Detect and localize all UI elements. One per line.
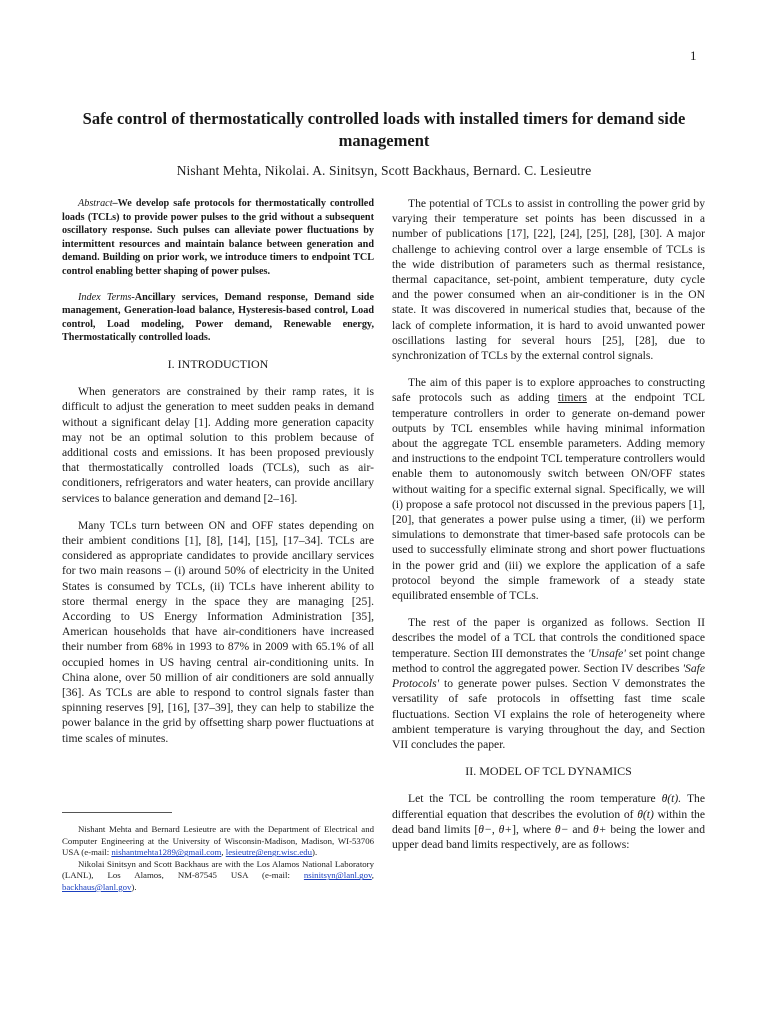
- page-number: 1: [690, 48, 697, 63]
- abstract-text: –We develop safe protocols for thermostatically controlled loads (TCLs) to provide power pulses to the grid without a subsequent oscillatory response. Such pulses can alleviate power fluctuations by intermittent resources and maintain balance between generation and demand. Building on prior work, we introduce timers to endpoint TCL control enabling better shaping of power pulses.: [62, 198, 374, 277]
- intro-paragraph-1: When generators are constrained by their ramp rates, it is difficult to adjust the generation to meet sudden peaks in demand without a significant delay [1]. Adding more generation capacity may not be an optimal solution to this problem because of additional costs and emissions. It has been proposed previously that thermostatically controlled loads (TCLs), such as air-conditioners, refrigerators and water heaters, can provide ancillary services to balance generation and demand [2–16].: [62, 385, 374, 505]
- safe-protocols-term: 'Safe Protocols': [392, 661, 705, 691]
- p4-part-c: within the dead band limits [: [392, 807, 706, 836]
- theta-t-symbol: θ(t).: [661, 792, 682, 806]
- footnote-1-text: Nishant Mehta and Bernard Lesieutre are with the Department of Electrical and Computer Engineering at the University of Wisconsin-Madison, Madison, WI-53706 USA (e-mail:: [62, 824, 374, 858]
- p3-part-c: to generate power pulses. Section V demonstrates the versatility of safe protocols in offsetting fast time scale fluctuations. Section VI explains the role of heterogeneity where ambient temperature is varying throughout the day, and Section VII concludes the paper.: [392, 677, 705, 751]
- p4-part-d: ], where: [512, 822, 555, 836]
- p3-part-a: The rest of the paper is organized as follows. Section II describes the model of a TCL that controls the conditioned space temperature. Section III demonstrates the: [392, 616, 705, 660]
- footnote-divider: [62, 812, 172, 813]
- right-column: [392, 196, 705, 864]
- theta-t-symbol-2: θ(t): [637, 807, 654, 821]
- theta-minus-symbol: θ−: [554, 822, 569, 836]
- unsafe-term: 'Unsafe': [588, 646, 626, 660]
- right-paragraph-1: The potential of TCLs to assist in controlling the power grid by varying their temperature set points has been discussed in a number of publications [17], [22], [24], [25], [28], [30]. A major challenge to achieving control over a large ensemble of TCLs is the wide distribution of parameters such as thermal resistance, thermal capacitance, set-point, ambient temperature, duty cycle and the power consumed when an air-conditioner is in the ON state. It was discovered in numerical studies that, because of the lack of complete information, it is hard to avoid unwanted power oscillations lasting for several hours [25], [28], due to synchronization of TCLs by the external control signals.: [392, 197, 705, 363]
- section-heading-introduction: I. INTRODUCTION: [167, 356, 269, 371]
- footnote-1-end: ).: [312, 847, 318, 858]
- timers-term: timers: [557, 391, 587, 405]
- intro-paragraph-2: Many TCLs turn between ON and OFF states depending on their ambient conditions [1], [8], [14], [15], [17–34]. TCLs are considered as appropriate candidates to provide ancillary services for two main reasons – (i) around 50% of electricity in the United States is consumed by TCLs, (ii) TCLs have inherent ability to store thermal energy in the space they are managing [25]. According to US Energy Information Administration [35], American households that have air-conditioners have increased their number from 68% in 1993 to 87% in 2009 with 65.1% of all occupied homes in US having central air-conditioning units. In China alone, over 50 million of air conditioners are sold annually [36]. As TCLs are able to respond to control signals faster than spinning reserves [9], [16], [37–39], they can help to stabilize the power balance in the grid by offsetting sharp power fluctuations at time scales of minutes.: [62, 518, 374, 745]
- index-terms: [62, 291, 374, 345]
- footnote-2-sep: ,: [371, 870, 374, 881]
- dead-band-symbol: θ−, θ+: [478, 822, 513, 836]
- email-link-mehta[interactable]: nishantmehta1289@gmail.com: [111, 847, 222, 858]
- right-paragraph-4: [392, 791, 705, 852]
- email-link-lesieutre[interactable]: lesieutre@engr.wisc.edu: [225, 847, 313, 858]
- right-paragraph-3: [392, 615, 705, 752]
- p2-part-b: at the endpoint TCL temperature controllers in order to generate on-demand power outputs by TCL ensembles while having minimal information about the aggregate TCL ensemble parameters. Adding memory and instructions to the endpoint TCL temperature controllers would enable them to autonomously switch between ON/OFF states without waiting for a specific external signal. Specifically, we will (i) propose a safe protocol not discussed in the previous papers [1], [20], that generates a power pulse using a timer, (ii) we perform simulations to demonstrate that timer-based safe protocols can be used to successfully eliminate strong and short power fluctuations in the power grid and (iii) we explore the application of a safe protocol beyond the simple framework of a steady state equilibrated ensemble of TCLs.: [392, 391, 705, 603]
- author-list: Nishant Mehta, Nikolai. A. Sinitsyn, Scott Backhaus, Bernard. C. Lesieutre: [176, 163, 592, 178]
- email-link-backhaus[interactable]: backhaus@lanl.gov: [62, 881, 132, 892]
- abstract-lead: Abstract: [78, 198, 113, 209]
- paper-title: Safe control of thermostatically controlled loads with installed timers for demand side management: [82, 109, 686, 150]
- section-heading-model: II. MODEL OF TCL DYNAMICS: [465, 764, 632, 779]
- index-terms-lead: Index Terms: [78, 291, 132, 303]
- left-column: [62, 197, 374, 758]
- footnote-2-end: ).: [131, 881, 137, 892]
- footnote-affiliation-2: [62, 859, 374, 894]
- footnote-2-text: Nikolai Sinitsyn and Scott Backhaus are with the Los Alamos National Laboratory (LANL), Los Alamos, NM-87545 USA (e-mail:: [62, 858, 374, 881]
- p4-part-f: being the lower and upper dead band limits respectively, are as follows:: [392, 822, 705, 851]
- footnote: [62, 824, 374, 894]
- theta-plus-symbol: θ+: [592, 822, 607, 836]
- right-paragraph-2: [392, 375, 705, 603]
- index-terms-text: -Ancillary services, Demand response, Demand side management, Generation-load balance, Hysteresis-based control, Load control, Load modeling, Power demand, Renewable energy, Thermostatically controlled loads.: [62, 291, 374, 344]
- p4-part-b: The differential equation that describes the evolution of: [392, 792, 705, 821]
- footnote-1-sep: ,: [221, 847, 226, 858]
- abstract: [62, 197, 374, 279]
- p4-part-e: and: [568, 822, 593, 836]
- p3-part-b: set point change method to control the aggregated power. Section IV describes: [392, 646, 705, 675]
- p2-part-a: The aim of this paper is to explore approaches to constructing safe protocols such as adding: [392, 376, 705, 405]
- footnote-affiliation-1: [62, 824, 374, 859]
- p4-part-a: Let the TCL be controlling the room temperature: [408, 792, 662, 806]
- email-link-sinitsyn[interactable]: nsinitsyn@lanl.gov: [303, 870, 372, 881]
